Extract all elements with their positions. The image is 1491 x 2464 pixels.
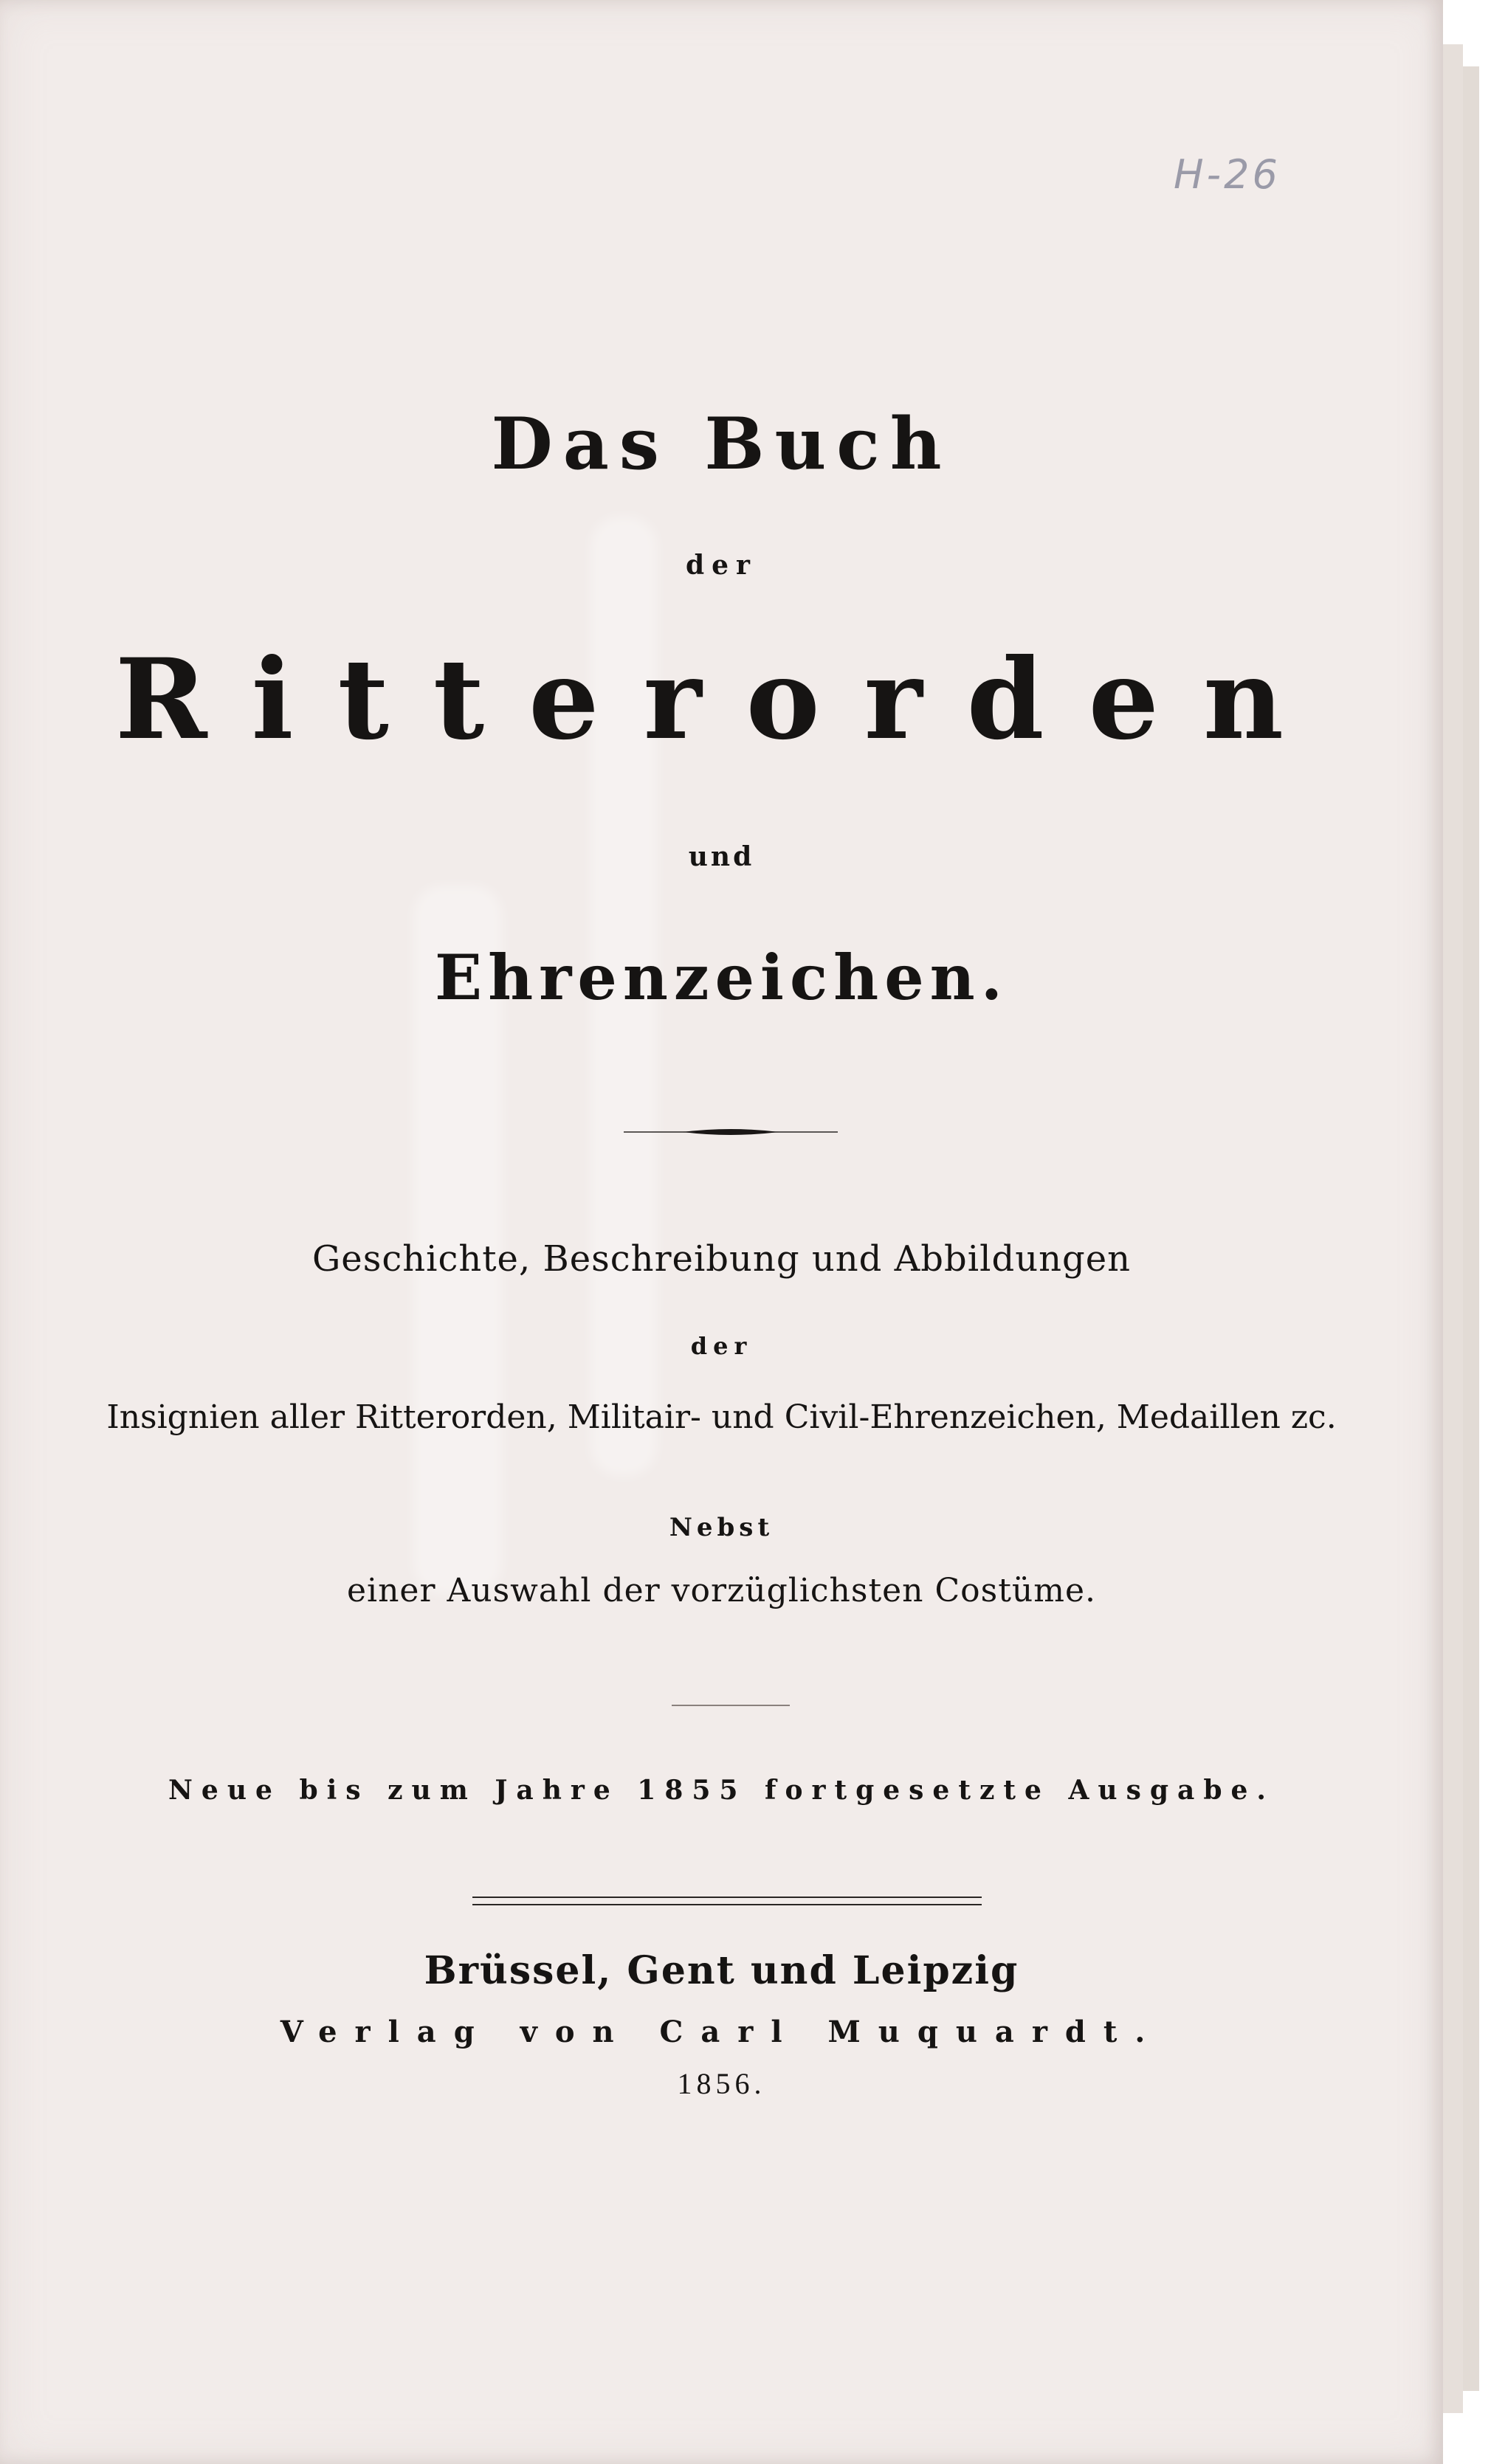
handwritten-shelfmark: H-26 [1174,151,1281,198]
edition-statement: Neue bis zum Jahre 1855 fortgesetzte Ausgabe. [168,1775,1275,1806]
imprint-publisher: Verlag von Carl Muquardt. [280,2015,1163,2049]
subtitle-connector-der: der [690,1332,753,1360]
title-line-ritterorden: Ritterorden [114,635,1329,765]
title-line-das-buch: Das Buch [491,402,952,486]
title-line-ehrenzeichen: Ehrenzeichen. [435,941,1008,1014]
double-rule [472,1897,982,1905]
title-connector-der: der [685,550,758,581]
imprint-place: Brüssel, Gent und Leipzig [424,1948,1019,1993]
subtitle-line-1: Geschichte, Beschreibung und Abbildungen [311,1238,1132,1280]
subtitle-connector-nebst: Nebst [669,1513,774,1542]
title-connector-und: und [688,841,755,872]
subtitle-line-2: Insignien aller Ritterorden, Militair- und Civil-Ehrenzeichen, Medaillen zc. [106,1398,1337,1436]
ornamental-rule [624,1128,838,1136]
short-divider [672,1705,790,1706]
imprint-year: 1856. [677,2067,766,2100]
subtitle-line-3: einer Auswahl der vorzüglichsten Costüme. [346,1572,1097,1609]
